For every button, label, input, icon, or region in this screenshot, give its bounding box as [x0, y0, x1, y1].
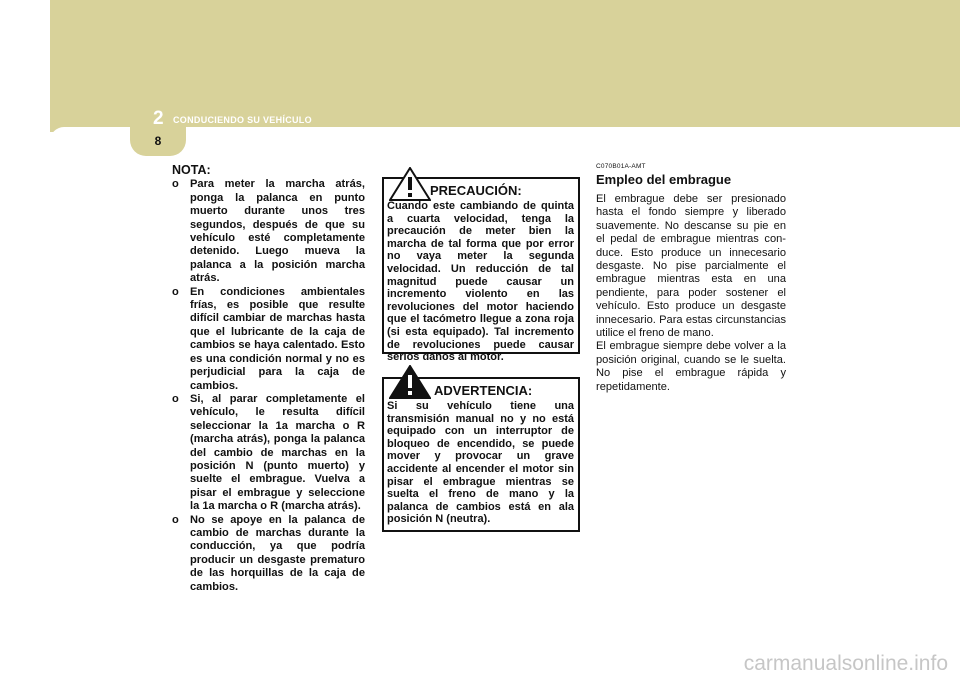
warning-text: Si su vehículo tiene una transmisión manual no y no está equipado con un interruptor de bloqueo de encendido, se puede mover y provocar un grave accidente al encender el motor sin pisar el embrague mientras se suelta el freno de mano y la palanca de cambios está en ala posición N (neutra). [387, 400, 574, 526]
page-body-edge [50, 127, 960, 155]
chapter-title: CONDUCIENDO SU VEHÍCULO [173, 115, 312, 125]
section-code: C070B01A-AMT [596, 163, 646, 170]
section-body [596, 193, 786, 394]
warning-title: ADVERTENCIA: [434, 383, 533, 398]
section-paragraph: El embrague siempre debe volver a la posición original, cuando se le suelta. No pise el embrague rápida y repetidamente. [596, 340, 786, 393]
header-band [50, 0, 960, 132]
caution-box [382, 177, 580, 364]
bullet-marker: o [172, 178, 179, 191]
note-item-text: En condiciones ambientales frías, es posible que resulte difícil cambiar de marchas hasta que el lubricante de la caja de cambios se haya calentado. Esto es una condición normal y no es perjudicial para la caja de cambios. [190, 285, 365, 392]
clutch-section [596, 163, 786, 394]
note-item-text: Si, al parar completamente el vehículo, le resulta difícil seleccionar la 1a marcha o R (marcha atrás), ponga la palanca del cambio de marchas en la posición N (punto muerto) y suelte el embrague. Vuelva a pisar el embrague y seleccione la 1a marcha o R (marcha atrás). [190, 392, 365, 513]
warning-triangle-outline-icon [389, 167, 431, 201]
note-title: NOTA: [172, 163, 211, 177]
note-column [172, 164, 365, 594]
caution-title: PRECAUCIÓN: [430, 183, 522, 198]
warning-box [382, 377, 580, 532]
watermark: carmanualsonline.info [743, 652, 948, 675]
bullet-marker: o [172, 392, 179, 405]
note-item-text: Para meter la marcha atrás, ponga la palanca en punto muerto durante unos tres segundos, después de que su vehículo esté completamente detenido. Luego mueva la palanca a la posición marcha atrás. [190, 178, 365, 285]
warning-triangle-filled-icon [389, 365, 431, 399]
note-item [172, 514, 365, 594]
bullet-marker: o [172, 513, 179, 526]
note-item [172, 286, 365, 393]
section-paragraph: El embrague debe ser presionado hasta el fondo siempre y liberado suavemente. No descanse su pie en el pedal de embrague mientras con- duce. Esto produce un innecesario desgaste. No pise parcialmente el embrague mientras esta en una pendiente, para poder sostener el vehículo. Esto produce un desgaste innecesario. Para estas circunstancias utilice el freno de mano. [596, 193, 786, 340]
page-number: 8 [154, 134, 162, 148]
caution-text: Cuando este cambiando de quinta a cuarta velocidad, tenga la precaución de meter bien la marcha de tal forma que por error no vaya meter la segunda velocidad. Un reducción de tal magnitud puede causar un incremento violento en las revoluciones del motor haciendo que el tacómetro llegue a zona roja (si esta equipado). Tal incremento de revoluciones puede causar serios daños al motor. [387, 200, 574, 364]
chapter-number: 2 [153, 108, 164, 129]
page-number-tab [130, 126, 186, 156]
note-item [172, 178, 365, 285]
bullet-marker: o [172, 285, 179, 298]
section-heading: Empleo del embrague [596, 172, 732, 187]
note-item-text: No se apoye en la palanca de cambio de marchas durante la conducción, ya que podría producir un desgaste prematuro de las horquillas de la caja de cambios. [190, 513, 365, 593]
note-item [172, 393, 365, 514]
